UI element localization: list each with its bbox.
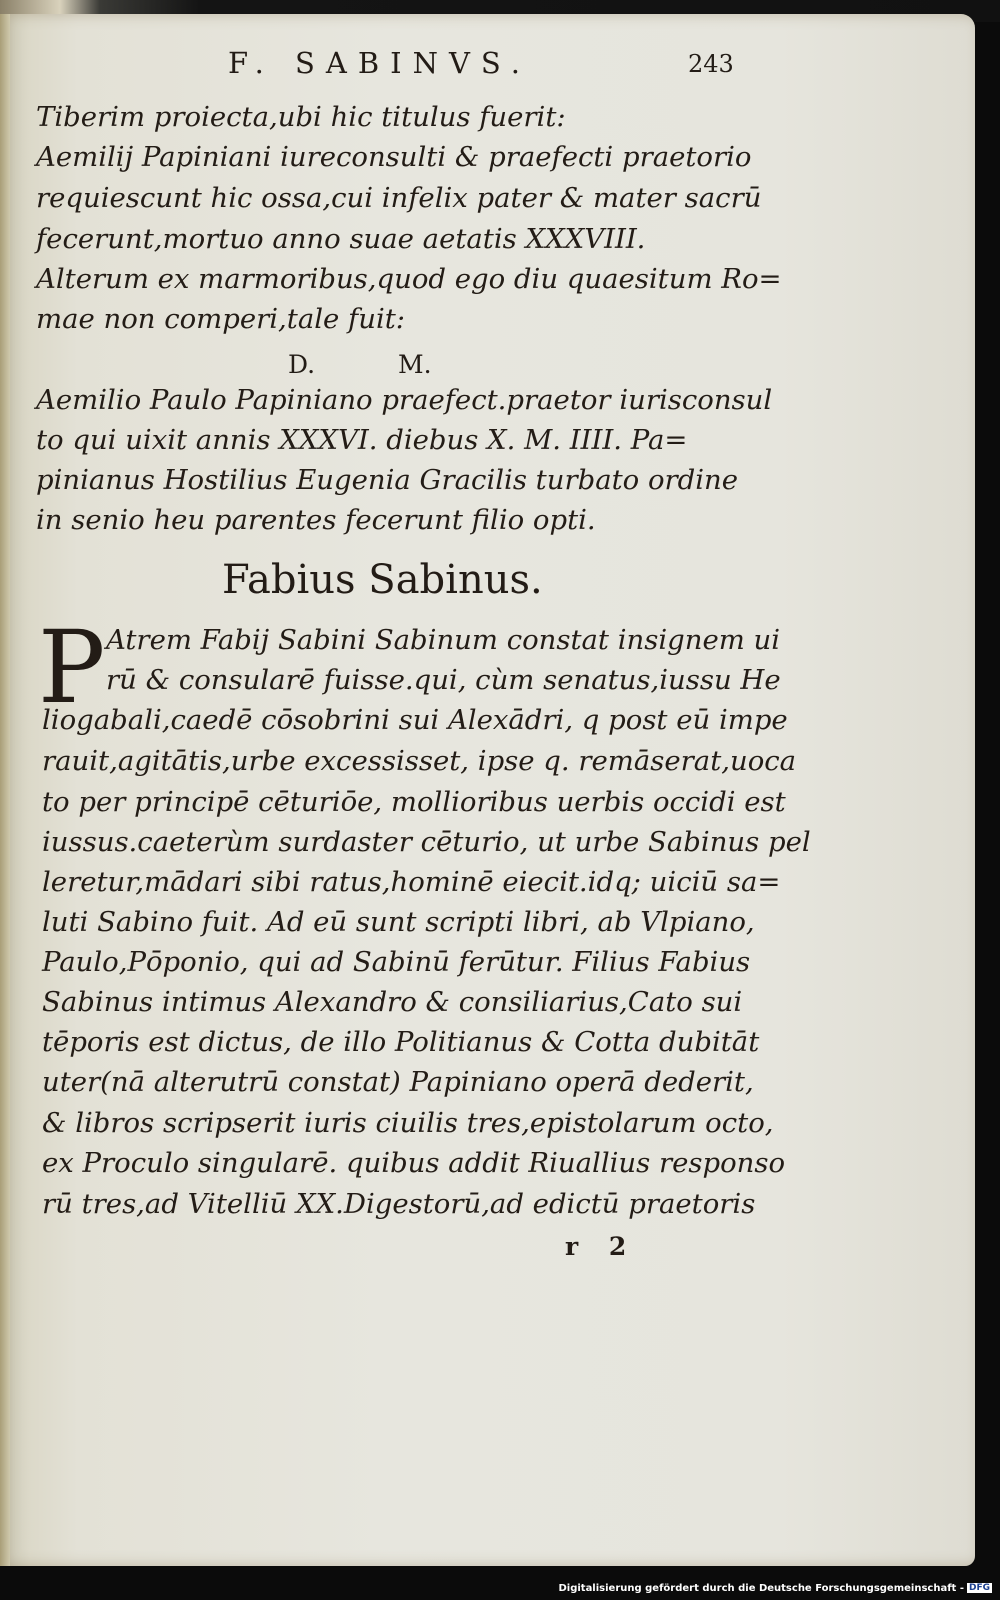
body-line: rū & consularē fuisse.qui, cùm senatus,iussu He xyxy=(106,664,781,696)
body-line: Atrem Fabij Sabini Sabinum constat insignem ui xyxy=(106,624,781,656)
body-line: uter(nā alterutrū constat) Papiniano operā dederit, xyxy=(42,1066,754,1098)
text-line: mae non comperi,tale fuit: xyxy=(36,303,406,335)
text-line: requiescunt hic ossa,cui infelix pater & mater sacrū xyxy=(36,182,762,214)
inscription-line: in senio heu parentes fecerunt filio opti. xyxy=(36,504,596,536)
body-line: luti Sabino fuit. Ad eū sunt scripti libri, ab Vlpiano, xyxy=(42,906,755,938)
body-line: Paulo,Pōponio, qui ad Sabinū ferūtur. Filius Fabius xyxy=(42,946,751,978)
page-number: 243 xyxy=(688,50,734,78)
body-line: & libros scripserit iuris ciuilis tres,epistolarum octo, xyxy=(42,1107,774,1139)
inscription-m: M. xyxy=(398,350,432,379)
signature-mark: r 2 xyxy=(565,1232,627,1261)
section-heading: Fabius Sabinus. xyxy=(222,557,543,603)
dfg-logo-badge: DFG xyxy=(968,1583,990,1593)
body-line: Sabinus intimus Alexandro & consiliarius,Cato sui xyxy=(42,986,743,1018)
text-line: Aemilij Papiniani iureconsulti & praefecti praetorio xyxy=(36,141,752,173)
inscription-d: D. xyxy=(288,350,316,379)
inscription-line: Aemilio Paulo Papiniano praefect.praetor iurisconsul xyxy=(36,384,773,416)
body-line: rauit,agitātis,urbe excessisset, ipse q. remāserat,uoca xyxy=(42,745,797,777)
body-line: leretur,mādari sibi ratus,hominē eiecit.idq; uiciū sa= xyxy=(42,866,781,898)
text-line: Tiberim proiecta,ubi hic titulus fuerit: xyxy=(36,101,566,133)
body-line: iussus.caeterùm surdaster cēturio, ut urbe Sabinus pel xyxy=(42,826,811,858)
body-line: tēporis est dictus, de illo Politianus & Cotta dubitāt xyxy=(42,1026,760,1058)
inscription-line: pinianus Hostilius Eugenia Gracilis turbato ordine xyxy=(36,464,739,496)
running-title: F. SABINVS. xyxy=(228,46,531,80)
text-line: fecerunt,mortuo anno suae aetatis XXXVIII. xyxy=(36,223,646,255)
credit-text: Digitalisierung gefördert durch die Deutsche Forschungsgemeinschaft - xyxy=(558,1583,964,1594)
drop-cap-letter: P xyxy=(38,609,106,726)
body-line: to per principē cēturiōe, mollioribus uerbis occidi est xyxy=(42,786,786,818)
digitization-credit xyxy=(558,1583,992,1594)
inscription-line: to qui uixit annis XXXVI. diebus X. M. IIII. Pa= xyxy=(36,424,688,456)
page-gutter-shadow xyxy=(0,14,10,1566)
body-line: rū tres,ad Vitelliū XX.Digestorū,ad edictū praetoris xyxy=(42,1188,756,1220)
body-line: ex Proculo singularē. quibus addit Riuallius responso xyxy=(42,1147,786,1179)
scan-background-bottom xyxy=(0,1566,1000,1600)
body-line: liogabali,caedē cōsobrini sui Alexādri, q post eū impe xyxy=(42,704,788,736)
text-line: Alterum ex marmoribus,quod ego diu quaesitum Ro= xyxy=(36,263,782,295)
